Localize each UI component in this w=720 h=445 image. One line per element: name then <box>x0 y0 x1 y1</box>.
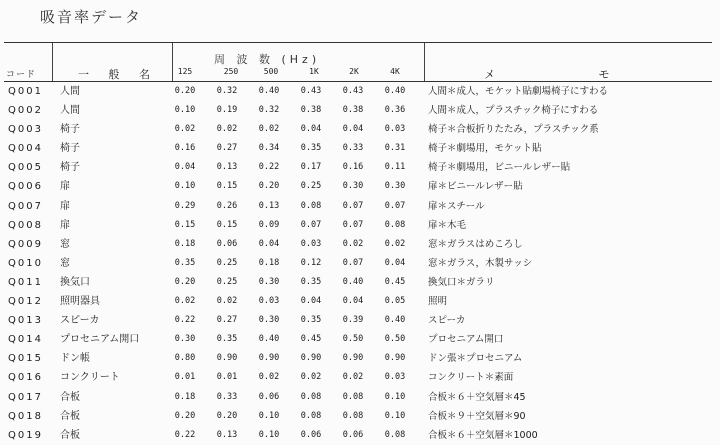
row-value: 0.18 <box>258 257 280 268</box>
row-memo: 人間＊成人，プラスチック椅子にすわる <box>428 105 599 117</box>
row-code: Q006 <box>8 181 43 193</box>
row-name: 人間 <box>60 86 80 97</box>
row-value: 0.04 <box>342 296 364 307</box>
row-name: 扉 <box>60 200 70 212</box>
row-memo: 窓＊ガラスはめころし <box>428 238 523 250</box>
row-value: 0.18 <box>174 391 196 402</box>
row-code: Q016 <box>8 372 43 384</box>
header-freq-500: 500 <box>263 67 279 76</box>
row-value: 0.36 <box>384 105 406 116</box>
row-code: Q009 <box>8 238 43 250</box>
column-divider <box>424 43 425 81</box>
row-value: 0.04 <box>342 124 364 135</box>
row-code: Q008 <box>8 219 43 231</box>
row-name: スピーカ <box>60 315 100 327</box>
row-value: 0.90 <box>258 353 280 364</box>
row-value: 0.07 <box>342 200 364 211</box>
row-value: 0.11 <box>384 162 406 173</box>
row-value: 0.04 <box>300 296 322 307</box>
row-value: 0.10 <box>384 391 406 402</box>
row-value: 0.03 <box>300 238 322 249</box>
row-value: 0.13 <box>216 429 238 440</box>
row-value: 0.02 <box>342 238 364 249</box>
row-name: 人間 <box>60 105 80 117</box>
row-code: Q017 <box>8 391 43 403</box>
row-code: Q014 <box>8 334 43 346</box>
table-body <box>4 82 712 445</box>
row-value: 0.15 <box>216 181 238 192</box>
row-value: 0.38 <box>342 105 364 116</box>
row-value: 0.40 <box>384 315 406 326</box>
row-name: 扉 <box>60 181 70 193</box>
row-name: 合板 <box>60 429 80 441</box>
row-code: Q004 <box>8 143 43 155</box>
row-name: 椅子 <box>60 162 80 174</box>
row-value: 0.04 <box>384 257 406 268</box>
table-row <box>4 254 712 273</box>
row-value: 0.07 <box>342 219 364 230</box>
row-value: 0.27 <box>216 143 238 154</box>
row-code: Q001 <box>8 86 43 97</box>
row-value: 0.03 <box>384 372 406 383</box>
table-row <box>4 407 712 426</box>
row-memo: 窓＊ガラス，木製サッシ <box>428 257 533 269</box>
row-name: 椅子 <box>60 143 80 155</box>
row-name: コンクリート <box>60 372 120 384</box>
row-code: Q015 <box>8 353 43 365</box>
row-value: 0.08 <box>384 219 406 230</box>
row-value: 0.15 <box>216 219 238 230</box>
row-value: 0.01 <box>216 372 238 383</box>
row-memo: 椅子＊合板折りたたみ，プラスチック系 <box>428 124 599 136</box>
row-value: 0.08 <box>300 391 322 402</box>
table-row <box>4 235 712 254</box>
table-header <box>4 43 712 82</box>
table-row <box>4 120 712 139</box>
row-value: 0.02 <box>174 296 196 307</box>
row-code: Q010 <box>8 257 43 269</box>
row-value: 0.13 <box>216 162 238 173</box>
table-row <box>4 177 712 196</box>
row-value: 0.06 <box>342 429 364 440</box>
table-row <box>4 330 712 349</box>
row-code: Q013 <box>8 315 43 327</box>
row-value: 0.02 <box>258 372 280 383</box>
row-name: 窓 <box>60 238 70 250</box>
table-row <box>4 349 712 368</box>
table-row <box>4 368 712 387</box>
row-value: 0.05 <box>384 296 406 307</box>
table-row <box>4 388 712 407</box>
row-value: 0.16 <box>174 143 196 154</box>
row-value: 0.20 <box>216 410 238 421</box>
row-value: 0.35 <box>300 276 322 287</box>
row-value: 0.10 <box>258 410 280 421</box>
row-value: 0.80 <box>174 353 196 364</box>
row-value: 0.31 <box>384 143 406 154</box>
row-value: 0.30 <box>174 334 196 345</box>
row-value: 0.30 <box>258 315 280 326</box>
row-value: 0.22 <box>174 315 196 326</box>
row-memo: 椅子＊劇場用，モケット貼 <box>428 143 542 155</box>
row-value: 0.15 <box>174 219 196 230</box>
row-value: 0.08 <box>300 410 322 421</box>
header-freq-125: 125 <box>177 67 193 76</box>
row-value: 0.38 <box>300 105 322 116</box>
row-value: 0.01 <box>174 372 196 383</box>
row-value: 0.40 <box>258 86 280 96</box>
row-value: 0.32 <box>258 105 280 116</box>
row-memo: ドン張＊プロセニアム <box>428 353 523 365</box>
row-value: 0.90 <box>300 353 322 364</box>
row-code: Q018 <box>8 410 43 422</box>
row-memo: 照明 <box>428 296 448 308</box>
row-memo: 椅子＊劇場用，ビニールレザー貼 <box>428 162 571 174</box>
row-value: 0.10 <box>384 410 406 421</box>
row-value: 0.02 <box>174 124 196 135</box>
table-row <box>4 426 712 445</box>
row-value: 0.32 <box>216 86 238 96</box>
row-value: 0.22 <box>174 429 196 440</box>
header-freq-2k: 2K <box>349 67 359 76</box>
row-code: Q002 <box>8 105 43 117</box>
row-value: 0.25 <box>216 276 238 287</box>
row-value: 0.02 <box>384 238 406 249</box>
row-value: 0.35 <box>300 315 322 326</box>
row-memo: 合板＊６＋空気層＊45 <box>428 391 526 403</box>
row-value: 0.45 <box>384 276 406 287</box>
row-value: 0.20 <box>174 276 196 287</box>
table-row <box>4 216 712 235</box>
row-value: 0.16 <box>342 162 364 173</box>
row-value: 0.40 <box>258 334 280 345</box>
row-value: 0.17 <box>300 162 322 173</box>
row-name: 照明器具 <box>60 296 100 308</box>
header-freq-1k: 1K <box>309 67 319 76</box>
row-value: 0.03 <box>258 296 280 307</box>
row-value: 0.35 <box>216 334 238 345</box>
row-value: 0.10 <box>258 429 280 440</box>
row-value: 0.34 <box>258 143 280 154</box>
row-value: 0.04 <box>174 162 196 173</box>
row-value: 0.03 <box>384 124 406 135</box>
row-code: Q019 <box>8 429 43 441</box>
row-value: 0.02 <box>342 372 364 383</box>
row-memo: 扉＊木毛 <box>428 219 467 231</box>
table-row <box>4 158 712 177</box>
row-value: 0.26 <box>216 200 238 211</box>
row-value: 0.19 <box>216 105 238 116</box>
row-value: 0.33 <box>216 391 238 402</box>
table-row <box>4 292 712 311</box>
row-value: 0.08 <box>342 391 364 402</box>
row-name: 窓 <box>60 257 70 269</box>
row-value: 0.20 <box>174 410 196 421</box>
row-value: 0.07 <box>300 219 322 230</box>
row-code: Q011 <box>8 276 43 288</box>
row-value: 0.13 <box>258 200 280 211</box>
row-value: 0.30 <box>384 181 406 192</box>
row-value: 0.20 <box>258 181 280 192</box>
header-frequency: 周 波 数 (Hz) <box>214 53 321 66</box>
row-value: 0.90 <box>384 353 406 364</box>
row-code: Q005 <box>8 162 43 174</box>
row-value: 0.02 <box>258 124 280 135</box>
row-value: 0.39 <box>342 315 364 326</box>
row-value: 0.06 <box>258 391 280 402</box>
row-code: Q012 <box>8 296 43 308</box>
row-code: Q003 <box>8 124 43 136</box>
row-value: 0.35 <box>174 257 196 268</box>
column-divider <box>52 43 53 81</box>
row-value: 0.50 <box>342 334 364 345</box>
row-value: 0.30 <box>342 181 364 192</box>
row-name: 合板 <box>60 410 80 422</box>
row-value: 0.22 <box>258 162 280 173</box>
row-value: 0.90 <box>342 353 364 364</box>
table-row <box>4 197 712 216</box>
row-memo: 換気口＊ガラリ <box>428 276 495 288</box>
row-value: 0.43 <box>342 86 364 96</box>
absorption-table <box>4 42 712 445</box>
row-value: 0.50 <box>384 334 406 345</box>
row-value: 0.33 <box>342 143 364 154</box>
row-value: 0.40 <box>384 86 406 96</box>
row-value: 0.09 <box>258 219 280 230</box>
row-value: 0.08 <box>342 410 364 421</box>
row-value: 0.10 <box>174 181 196 192</box>
row-value: 0.10 <box>174 105 196 116</box>
header-freq-4k: 4K <box>390 67 400 76</box>
row-value: 0.18 <box>174 238 196 249</box>
row-memo: 合板＊６＋空気層＊1000 <box>428 429 538 441</box>
row-value: 0.29 <box>174 200 196 211</box>
header-freq-250: 250 <box>223 67 239 76</box>
row-value: 0.43 <box>300 86 322 96</box>
row-value: 0.35 <box>300 143 322 154</box>
row-name: ドン帳 <box>60 353 90 365</box>
row-value: 0.08 <box>300 200 322 211</box>
row-value: 0.07 <box>342 257 364 268</box>
row-memo: 扉＊ビニールレザー貼 <box>428 181 523 193</box>
row-value: 0.02 <box>216 296 238 307</box>
row-name: プロセニアム開口 <box>60 334 140 346</box>
row-name: 換気口 <box>60 276 90 288</box>
row-value: 0.08 <box>384 429 406 440</box>
row-value: 0.25 <box>216 257 238 268</box>
row-memo: コンクリート＊素面 <box>428 372 514 384</box>
row-value: 0.04 <box>300 124 322 135</box>
table-row <box>4 139 712 158</box>
row-value: 0.06 <box>216 238 238 249</box>
row-value: 0.12 <box>300 257 322 268</box>
header-code: コード <box>6 70 37 80</box>
header-memo: メ モ <box>484 68 660 81</box>
row-value: 0.30 <box>258 276 280 287</box>
table-row <box>4 101 712 120</box>
row-memo: 合板＊９＋空気層＊90 <box>428 410 526 422</box>
row-memo: スピーカ <box>428 315 466 327</box>
row-name: 椅子 <box>60 124 80 136</box>
page-title: 吸音率データ <box>40 8 143 26</box>
row-value: 0.45 <box>300 334 322 345</box>
table-row <box>4 311 712 330</box>
row-name: 扉 <box>60 219 70 231</box>
row-memo: 人間＊成人，モケット貼劇場椅子にすわる <box>428 86 609 97</box>
row-value: 0.20 <box>174 86 196 96</box>
row-value: 0.06 <box>300 429 322 440</box>
row-value: 0.40 <box>342 276 364 287</box>
row-memo: プロセニアム開口 <box>428 334 504 346</box>
row-value: 0.07 <box>384 200 406 211</box>
row-code: Q007 <box>8 200 43 212</box>
table-row <box>4 82 712 101</box>
header-name: 一 般 名 <box>78 68 158 81</box>
row-memo: 扉＊スチール <box>428 200 485 212</box>
row-value: 0.02 <box>216 124 238 135</box>
table-row <box>4 273 712 292</box>
row-value: 0.25 <box>300 181 322 192</box>
row-value: 0.27 <box>216 315 238 326</box>
row-name: 合板 <box>60 391 80 403</box>
row-value: 0.04 <box>258 238 280 249</box>
row-value: 0.90 <box>216 353 238 364</box>
row-value: 0.02 <box>300 372 322 383</box>
